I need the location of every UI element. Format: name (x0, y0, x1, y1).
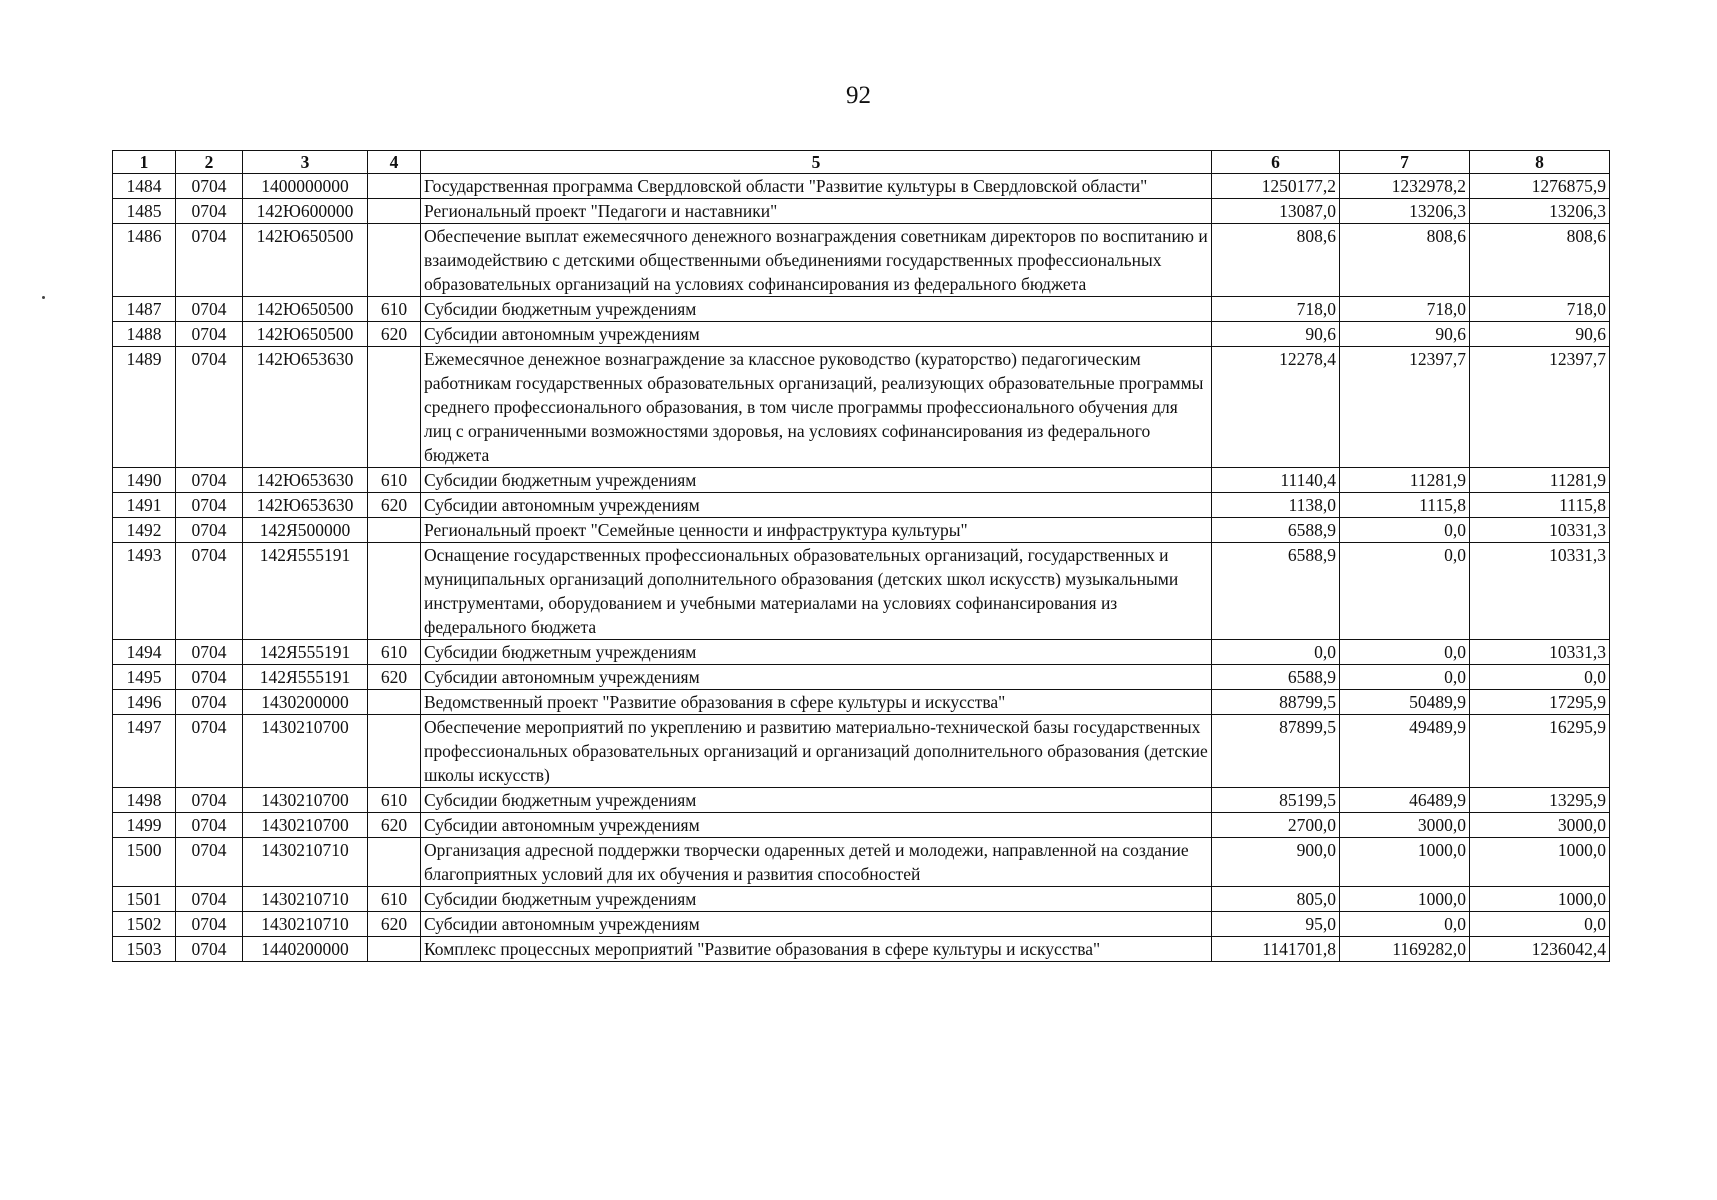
target-article-code: 1430210710 (243, 838, 368, 887)
section-code: 0704 (176, 937, 243, 962)
amount-col-6: 13087,0 (1212, 199, 1340, 224)
amount-col-6: 6588,9 (1212, 665, 1340, 690)
column-header: 3 (243, 151, 368, 174)
stray-dot (42, 296, 45, 299)
section-code: 0704 (176, 224, 243, 297)
amount-col-6: 87899,5 (1212, 715, 1340, 788)
amount-col-6: 88799,5 (1212, 690, 1340, 715)
amount-col-8: 13206,3 (1470, 199, 1610, 224)
row-number: 1485 (113, 199, 176, 224)
section-code: 0704 (176, 813, 243, 838)
row-number: 1490 (113, 468, 176, 493)
amount-col-8: 0,0 (1470, 912, 1610, 937)
expense-type-code: 620 (368, 322, 421, 347)
amount-col-7: 3000,0 (1340, 813, 1470, 838)
expense-type-code (368, 543, 421, 640)
expense-type-code (368, 174, 421, 199)
amount-col-6: 6588,9 (1212, 518, 1340, 543)
amount-col-6: 95,0 (1212, 912, 1340, 937)
item-name: Субсидии автономным учреждениям (421, 665, 1212, 690)
amount-col-7: 50489,9 (1340, 690, 1470, 715)
amount-col-8: 16295,9 (1470, 715, 1610, 788)
amount-col-8: 808,6 (1470, 224, 1610, 297)
item-name: Организация адресной поддержки творчески одаренных детей и молодежи, направленной на создание благоприятных условий для их обучения и развития способностей (421, 838, 1212, 887)
amount-col-7: 0,0 (1340, 912, 1470, 937)
table-row (113, 838, 1610, 887)
target-article-code: 142Я500000 (243, 518, 368, 543)
table-row (113, 640, 1610, 665)
section-code: 0704 (176, 665, 243, 690)
row-number: 1501 (113, 887, 176, 912)
section-code: 0704 (176, 518, 243, 543)
item-name: Субсидии автономным учреждениям (421, 912, 1212, 937)
amount-col-6: 718,0 (1212, 297, 1340, 322)
table-row (113, 665, 1610, 690)
amount-col-6: 0,0 (1212, 640, 1340, 665)
table-row (113, 199, 1610, 224)
expense-type-code: 610 (368, 468, 421, 493)
amount-col-8: 1000,0 (1470, 887, 1610, 912)
table-row (113, 715, 1610, 788)
expense-type-code (368, 224, 421, 297)
expense-type-code (368, 715, 421, 788)
amount-col-8: 1000,0 (1470, 838, 1610, 887)
column-header: 4 (368, 151, 421, 174)
amount-col-8: 90,6 (1470, 322, 1610, 347)
row-number: 1492 (113, 518, 176, 543)
item-name: Ежемесячное денежное вознаграждение за классное руководство (кураторство) педагогическим работникам государственных образовательных организаций, реализующих образовательные программы среднего профессионального образования, в том числе программы профессионального обучения для лиц с ограниченными возможностями здоровья, на условиях софинансирования из федерального бюджета (421, 347, 1212, 468)
row-number: 1486 (113, 224, 176, 297)
item-name: Оснащение государственных профессиональных образовательных организаций, государственных и муниципальных организаций дополнительного образования (детских школ искусств) музыкальными инструментами, оборудованием и учебными материалами на условиях софинансирования из федерального бюджета (421, 543, 1212, 640)
expense-type-code: 610 (368, 297, 421, 322)
row-number: 1488 (113, 322, 176, 347)
section-code: 0704 (176, 199, 243, 224)
target-article-code: 1430200000 (243, 690, 368, 715)
target-article-code: 142Ю653630 (243, 347, 368, 468)
row-number: 1498 (113, 788, 176, 813)
expense-type-code: 610 (368, 640, 421, 665)
row-number: 1503 (113, 937, 176, 962)
page-number: 92 (846, 82, 871, 109)
amount-col-7: 90,6 (1340, 322, 1470, 347)
expense-type-code: 620 (368, 813, 421, 838)
amount-col-8: 3000,0 (1470, 813, 1610, 838)
amount-col-8: 10331,3 (1470, 640, 1610, 665)
item-name: Государственная программа Свердловской области "Развитие культуры в Свердловской области" (421, 174, 1212, 199)
amount-col-6: 1138,0 (1212, 493, 1340, 518)
amount-col-6: 85199,5 (1212, 788, 1340, 813)
section-code: 0704 (176, 468, 243, 493)
target-article-code: 1430210700 (243, 788, 368, 813)
table-row (113, 297, 1610, 322)
amount-col-7: 11281,9 (1340, 468, 1470, 493)
amount-col-7: 808,6 (1340, 224, 1470, 297)
amount-col-7: 46489,9 (1340, 788, 1470, 813)
item-name: Субсидии бюджетным учреждениям (421, 788, 1212, 813)
column-header: 2 (176, 151, 243, 174)
expense-type-code (368, 690, 421, 715)
target-article-code: 1430210710 (243, 887, 368, 912)
amount-col-8: 1115,8 (1470, 493, 1610, 518)
table-row (113, 543, 1610, 640)
amount-col-8: 10331,3 (1470, 518, 1610, 543)
amount-col-7: 718,0 (1340, 297, 1470, 322)
item-name: Субсидии автономным учреждениям (421, 322, 1212, 347)
row-number: 1484 (113, 174, 176, 199)
column-header: 1 (113, 151, 176, 174)
table-row (113, 468, 1610, 493)
table-body (113, 174, 1610, 962)
amount-col-7: 0,0 (1340, 518, 1470, 543)
row-number: 1500 (113, 838, 176, 887)
table-row (113, 322, 1610, 347)
item-name: Комплекс процессных мероприятий "Развитие образования в сфере культуры и искусства" (421, 937, 1212, 962)
amount-col-6: 808,6 (1212, 224, 1340, 297)
amount-col-8: 1276875,9 (1470, 174, 1610, 199)
expense-type-code: 620 (368, 493, 421, 518)
amount-col-7: 49489,9 (1340, 715, 1470, 788)
target-article-code: 142Я555191 (243, 640, 368, 665)
section-code: 0704 (176, 788, 243, 813)
row-number: 1502 (113, 912, 176, 937)
table-row (113, 174, 1610, 199)
expense-type-code: 620 (368, 912, 421, 937)
section-code: 0704 (176, 640, 243, 665)
amount-col-8: 10331,3 (1470, 543, 1610, 640)
amount-col-7: 1169282,0 (1340, 937, 1470, 962)
amount-col-7: 0,0 (1340, 665, 1470, 690)
expense-type-code (368, 838, 421, 887)
table-row (113, 347, 1610, 468)
target-article-code: 142Я555191 (243, 665, 368, 690)
target-article-code: 142Я555191 (243, 543, 368, 640)
amount-col-6: 1250177,2 (1212, 174, 1340, 199)
amount-col-7: 1000,0 (1340, 838, 1470, 887)
expense-type-code (368, 518, 421, 543)
table-row (113, 493, 1610, 518)
amount-col-8: 11281,9 (1470, 468, 1610, 493)
expense-type-code (368, 347, 421, 468)
amount-col-7: 12397,7 (1340, 347, 1470, 468)
expense-type-code (368, 937, 421, 962)
target-article-code: 142Ю650500 (243, 322, 368, 347)
item-name: Субсидии бюджетным учреждениям (421, 468, 1212, 493)
table-row (113, 788, 1610, 813)
row-number: 1495 (113, 665, 176, 690)
section-code: 0704 (176, 912, 243, 937)
target-article-code: 1430210710 (243, 912, 368, 937)
amount-col-8: 1236042,4 (1470, 937, 1610, 962)
header-row (113, 151, 1610, 174)
item-name: Региональный проект "Педагоги и наставники" (421, 199, 1212, 224)
amount-col-6: 90,6 (1212, 322, 1340, 347)
expense-type-code: 610 (368, 887, 421, 912)
table-row (113, 887, 1610, 912)
amount-col-8: 13295,9 (1470, 788, 1610, 813)
table-row (113, 813, 1610, 838)
column-header: 7 (1340, 151, 1470, 174)
row-number: 1499 (113, 813, 176, 838)
amount-col-7: 1000,0 (1340, 887, 1470, 912)
section-code: 0704 (176, 715, 243, 788)
column-header: 6 (1212, 151, 1340, 174)
item-name: Субсидии автономным учреждениям (421, 813, 1212, 838)
amount-col-8: 718,0 (1470, 297, 1610, 322)
target-article-code: 142Ю650500 (243, 297, 368, 322)
section-code: 0704 (176, 690, 243, 715)
section-code: 0704 (176, 493, 243, 518)
row-number: 1491 (113, 493, 176, 518)
column-header: 8 (1470, 151, 1610, 174)
section-code: 0704 (176, 322, 243, 347)
table-row (113, 912, 1610, 937)
row-number: 1494 (113, 640, 176, 665)
section-code: 0704 (176, 174, 243, 199)
target-article-code: 142Ю600000 (243, 199, 368, 224)
item-name: Обеспечение выплат ежемесячного денежного вознаграждения советникам директоров по воспитанию и взаимодействию с детскими общественными объединениями государственных профессиональных образовательных организаций на условиях софинансирования из федерального бюджета (421, 224, 1212, 297)
amount-col-6: 12278,4 (1212, 347, 1340, 468)
table-row (113, 937, 1610, 962)
amount-col-8: 12397,7 (1470, 347, 1610, 468)
item-name: Субсидии автономным учреждениям (421, 493, 1212, 518)
row-number: 1487 (113, 297, 176, 322)
amount-col-6: 900,0 (1212, 838, 1340, 887)
target-article-code: 142Ю653630 (243, 468, 368, 493)
section-code: 0704 (176, 887, 243, 912)
amount-col-8: 0,0 (1470, 665, 1610, 690)
table-row (113, 690, 1610, 715)
amount-col-6: 1141701,8 (1212, 937, 1340, 962)
section-code: 0704 (176, 347, 243, 468)
expense-type-code: 620 (368, 665, 421, 690)
expense-type-code (368, 199, 421, 224)
item-name: Региональный проект "Семейные ценности и инфраструктура культуры" (421, 518, 1212, 543)
table-row (113, 518, 1610, 543)
budget-table (112, 150, 1610, 962)
expense-type-code: 610 (368, 788, 421, 813)
row-number: 1496 (113, 690, 176, 715)
amount-col-7: 1115,8 (1340, 493, 1470, 518)
column-header: 5 (421, 151, 1212, 174)
amount-col-6: 11140,4 (1212, 468, 1340, 493)
item-name: Субсидии бюджетным учреждениям (421, 887, 1212, 912)
item-name: Ведомственный проект "Развитие образования в сфере культуры и искусства" (421, 690, 1212, 715)
target-article-code: 1400000000 (243, 174, 368, 199)
section-code: 0704 (176, 543, 243, 640)
amount-col-7: 0,0 (1340, 543, 1470, 640)
target-article-code: 1440200000 (243, 937, 368, 962)
target-article-code: 142Ю650500 (243, 224, 368, 297)
item-name: Субсидии бюджетным учреждениям (421, 640, 1212, 665)
item-name: Субсидии бюджетным учреждениям (421, 297, 1212, 322)
item-name: Обеспечение мероприятий по укреплению и развитию материально-технической базы государственных профессиональных образовательных организаций и организаций дополнительного образования (детские школы искусств) (421, 715, 1212, 788)
target-article-code: 1430210700 (243, 715, 368, 788)
amount-col-7: 1232978,2 (1340, 174, 1470, 199)
amount-col-7: 13206,3 (1340, 199, 1470, 224)
row-number: 1489 (113, 347, 176, 468)
amount-col-7: 0,0 (1340, 640, 1470, 665)
row-number: 1493 (113, 543, 176, 640)
amount-col-6: 2700,0 (1212, 813, 1340, 838)
section-code: 0704 (176, 297, 243, 322)
amount-col-6: 805,0 (1212, 887, 1340, 912)
section-code: 0704 (176, 838, 243, 887)
amount-col-8: 17295,9 (1470, 690, 1610, 715)
table-row (113, 224, 1610, 297)
amount-col-6: 6588,9 (1212, 543, 1340, 640)
target-article-code: 1430210700 (243, 813, 368, 838)
row-number: 1497 (113, 715, 176, 788)
target-article-code: 142Ю653630 (243, 493, 368, 518)
